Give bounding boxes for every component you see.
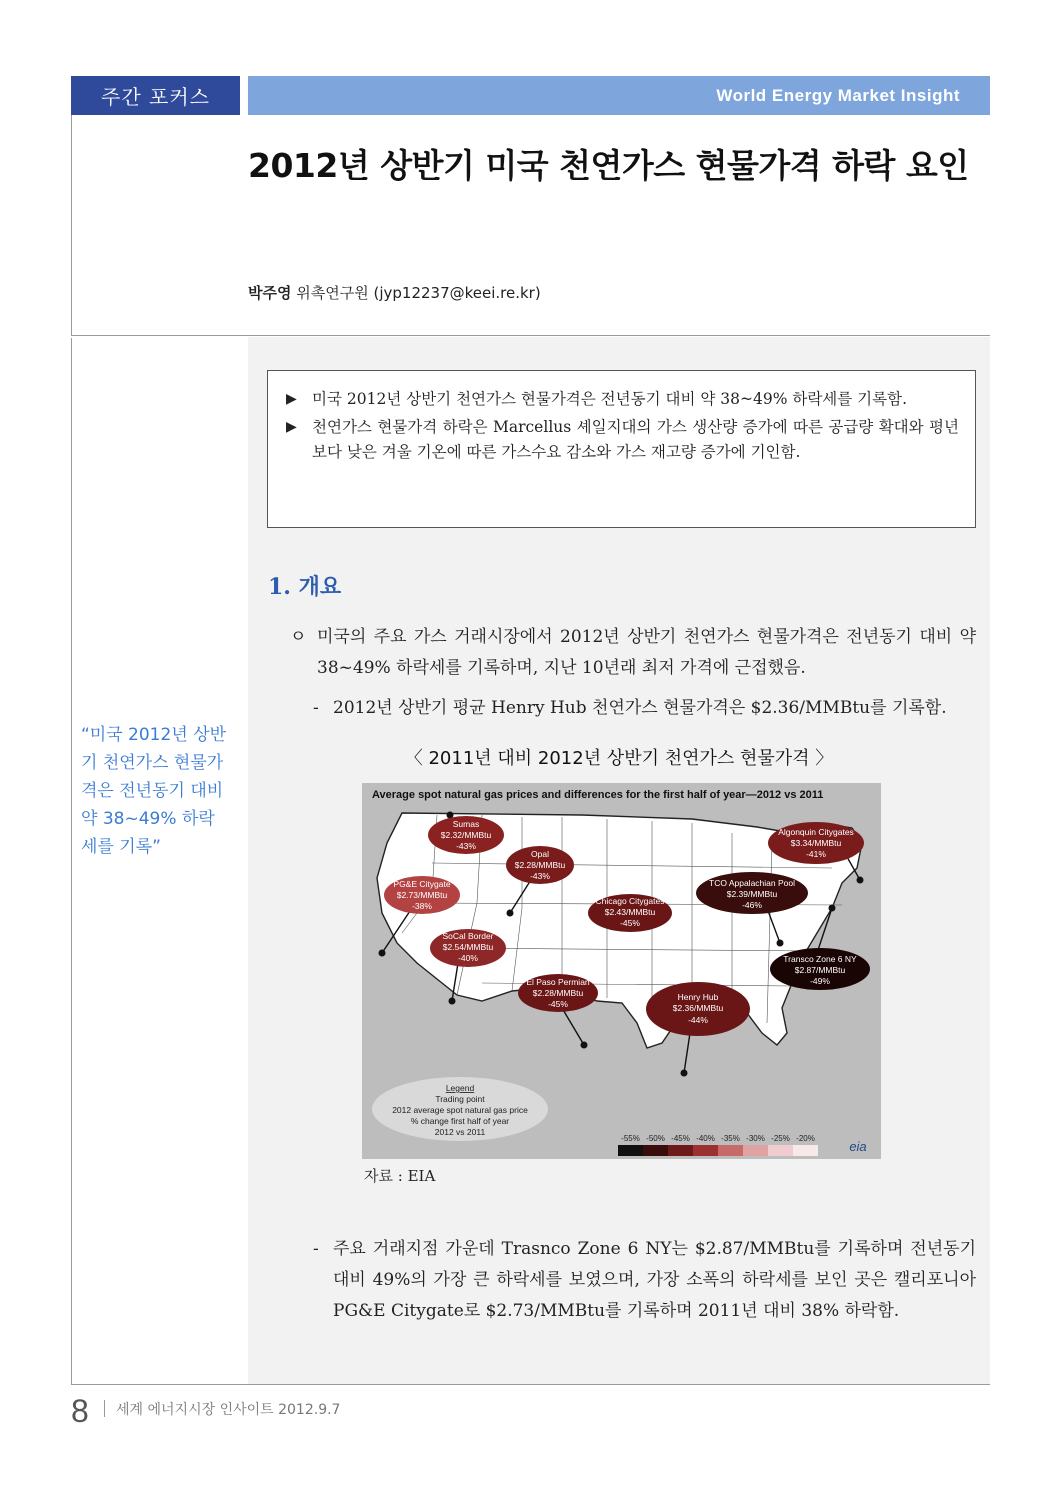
article-title: 2012년 상반기 미국 천연가스 현물가격 하락 요인 <box>248 146 969 185</box>
callout-tco-appalachian <box>696 872 808 914</box>
svg-text:$3.34/MMBtu: $3.34/MMBtu <box>790 838 842 848</box>
footer-separator <box>104 1400 105 1417</box>
svg-text:-45%: -45% <box>620 918 640 928</box>
svg-text:$2.54/MMBtu: $2.54/MMBtu <box>442 942 494 952</box>
scale-label: -25% <box>771 1134 790 1143</box>
dash-bullet: - <box>313 1239 319 1259</box>
callout-chicago-citygates <box>588 894 672 932</box>
series-title: World Energy Market Insight <box>248 76 990 115</box>
svg-text:$2.87/MMBtu: $2.87/MMBtu <box>794 965 846 975</box>
section-tag: 주간 포커스 <box>71 76 240 115</box>
svg-text:-43%: -43% <box>530 871 550 881</box>
svg-text:-46%: -46% <box>742 900 762 910</box>
svg-text:2012 average spot natural gas: 2012 average spot natural gas price <box>392 1105 528 1115</box>
title-divider <box>71 335 990 336</box>
scale-label: -35% <box>721 1134 740 1143</box>
gas-price-map <box>362 783 881 1159</box>
summary-text: 미국 2012년 상반기 천연가스 현물가격은 전년동기 대비 약 38~49% 하락세를 기록함. <box>312 390 908 408</box>
triangle-bullet-icon: ▶ <box>286 419 297 435</box>
paragraph-henry-hub <box>313 693 976 724</box>
summary-item <box>286 387 959 412</box>
paragraph-trading-points <box>313 1234 976 1327</box>
callout-henry-hub <box>646 982 750 1036</box>
svg-text:Legend: Legend <box>445 1083 475 1093</box>
svg-text:-44%: -44% <box>688 1015 708 1025</box>
figure-source: 자료 : EIA <box>364 1167 436 1185</box>
us-map-figure <box>362 783 881 1159</box>
svg-text:Transco Zone 6 NY: Transco Zone 6 NY <box>783 954 857 964</box>
left-border-top <box>71 115 72 335</box>
svg-text:-43%: -43% <box>456 841 476 851</box>
svg-text:-41%: -41% <box>806 849 826 859</box>
scale-label: -40% <box>696 1134 715 1143</box>
scale-swatch <box>718 1145 743 1156</box>
svg-text:-40%: -40% <box>458 953 478 963</box>
svg-text:$2.28/MMBtu: $2.28/MMBtu <box>514 860 566 870</box>
summary-item <box>286 415 959 465</box>
svg-text:Algonquin Citygates: Algonquin Citygates <box>778 827 854 837</box>
author-line <box>248 282 541 303</box>
triangle-bullet-icon: ▶ <box>286 391 297 407</box>
callout-socal-border <box>430 929 506 967</box>
scale-swatch <box>793 1145 818 1156</box>
scale-swatch <box>618 1145 643 1156</box>
callout-algonquin-citygates <box>768 822 864 864</box>
dash-bullet: - <box>313 698 319 718</box>
summary-text: 천연가스 현물가격 하락은 Marcellus 셰일지대의 가스 생산량 증가에 따른 공급량 확대와 평년보다 낮은 겨울 기온에 따른 가스수요 감소와 가스 재고량 증가에 기인함. <box>312 418 959 461</box>
svg-text:2012 vs 2011: 2012 vs 2011 <box>434 1127 486 1137</box>
map-legend <box>372 1077 548 1141</box>
scale-label: -30% <box>746 1134 765 1143</box>
left-border-bottom <box>71 338 72 1384</box>
svg-text:$2.36/MMBtu: $2.36/MMBtu <box>672 1003 724 1013</box>
svg-text:$2.43/MMBtu: $2.43/MMBtu <box>604 907 656 917</box>
circle-bullet: ㅇ <box>290 627 307 647</box>
svg-text:-45%: -45% <box>548 999 568 1009</box>
svg-text:Trading point: Trading point <box>435 1094 485 1104</box>
svg-text:$2.39/MMBtu: $2.39/MMBtu <box>726 889 778 899</box>
svg-text:Sumas: Sumas <box>452 819 480 829</box>
svg-text:% change first half of year: % change first half of year <box>410 1116 510 1126</box>
callout-transco-zone-6-ny <box>770 948 870 990</box>
svg-text:El Paso Permian: El Paso Permian <box>526 977 590 987</box>
paragraph-text: 주요 거래지점 가운데 Trasnco Zone 6 NY는 $2.87/MMBtu를 기록하며 전년동기 대비 49%의 가장 큰 하락세를 보였으며, 가장 소폭의 하락세를 보인 곳은 캘리포니아 PG&E Citygate로 $2.73/MMBtu를 기록하며 2011년 대비 38% 하락함. <box>333 1239 976 1321</box>
svg-text:$2.73/MMBtu: $2.73/MMBtu <box>396 890 448 900</box>
page-number: 8 <box>71 1393 89 1429</box>
svg-text:-38%: -38% <box>412 901 432 911</box>
scale-label: -20% <box>796 1134 815 1143</box>
svg-text:$2.32/MMBtu: $2.32/MMBtu <box>440 830 492 840</box>
author-role: 위촉연구원 (jyp12237@keei.re.kr) <box>296 284 541 302</box>
svg-text:$2.28/MMBtu: $2.28/MMBtu <box>532 988 584 998</box>
svg-text:-49%: -49% <box>810 976 830 986</box>
footer-publication: 세계 에너지시장 인사이트 2012.9.7 <box>116 1402 341 1418</box>
scale-swatch <box>643 1145 668 1156</box>
svg-text:TCO Appalachian Pool: TCO Appalachian Pool <box>709 878 795 888</box>
pull-quote: “미국 2012년 상반기 천연가스 현물가격은 전년동기 대비 약 38~49% 하락세를 기록” <box>81 725 226 857</box>
svg-text:Henry Hub: Henry Hub <box>677 992 719 1002</box>
footer-divider <box>71 1384 990 1385</box>
author-name: 박주영 <box>248 284 292 302</box>
svg-text:PG&E Citygate: PG&E Citygate <box>393 879 451 889</box>
scale-label: -45% <box>671 1134 690 1143</box>
callout-sumas <box>428 816 504 854</box>
scale-swatch <box>668 1145 693 1156</box>
paragraph-overview <box>290 622 976 684</box>
callout-opal <box>506 846 574 884</box>
scale-label: -50% <box>646 1134 665 1143</box>
map-title: Average spot natural gas prices and differences for the first half of year—2012 vs 2011 <box>372 789 824 801</box>
eia-logo: eia <box>849 1139 867 1154</box>
scale-label: -55% <box>621 1134 640 1143</box>
scale-swatch <box>743 1145 768 1156</box>
callout-pge-citygate <box>384 876 460 914</box>
svg-text:SoCal Border: SoCal Border <box>442 931 494 941</box>
scale-swatch <box>693 1145 718 1156</box>
figure-caption: 〈 2011년 대비 2012년 상반기 천연가스 현물가격 〉 <box>404 748 834 769</box>
section-heading: 1. 개요 <box>268 574 342 600</box>
paragraph-text: 미국의 주요 가스 거래시장에서 2012년 상반기 천연가스 현물가격은 전년동기 대비 약 38~49% 하락세를 기록하며, 지난 10년래 최저 가격에 근접했음. <box>317 627 976 678</box>
scale-swatch <box>768 1145 793 1156</box>
callout-el-paso-permian <box>518 974 598 1012</box>
svg-text:Chicago Citygates: Chicago Citygates <box>595 896 665 906</box>
paragraph-text: 2012년 상반기 평균 Henry Hub 천연가스 현물가격은 $2.36/MMBtu를 기록함. <box>333 698 947 718</box>
svg-text:Opal: Opal <box>531 849 549 859</box>
summary-box <box>267 370 976 528</box>
